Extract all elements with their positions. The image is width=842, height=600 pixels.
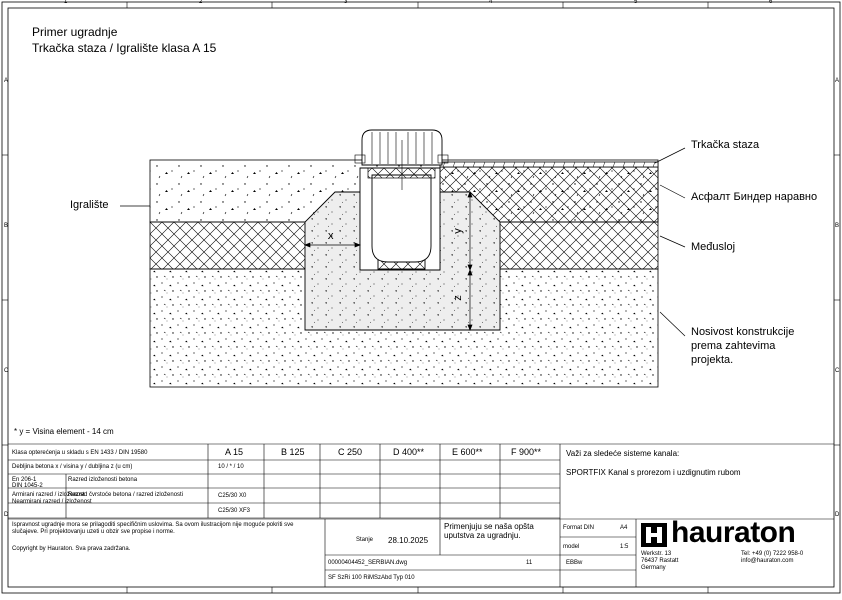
note-1: Ispravnost ugradnje mora se prilagoditi specifičnim uslovima. Sa ovom ilustracijom nije moguće pokriti sve slučajeve. Pri projektovanju uzeti u obzir sve propise i norme. [12,522,294,535]
column-label-4: 4 [489,0,493,5]
label-playground: Igralište [70,199,109,211]
load-class-header: Klasa opterećenja u skladu s EN 1433 / DIN 19580 [12,450,148,456]
label-load-bearing-1: Nosivost konstrukcije [691,326,795,338]
exposure-label: Razred izloženosti betona [68,477,138,483]
row-label-a-right: A [835,78,840,84]
label-load-bearing-2: prema zahtevima [691,340,776,352]
label-running-track: Trkačka staza [691,139,760,151]
format-value: A4 [620,525,628,531]
column-label-2: 2 [199,0,203,5]
footnote: * y = Visina element - 14 cm [14,427,114,436]
column-label-6: 6 [769,0,773,5]
title-line-1: Primer ugradnje [32,25,118,39]
load-class-e600: E 600** [452,447,483,457]
load-class-d400: D 400** [393,447,425,457]
label-load-bearing-3: projekta. [691,354,734,366]
file-name: 00000404452_SERBIAN.dwg [328,560,408,566]
reinforced-label: Armirani razred / izloženost [12,492,85,498]
concrete-row-label: Debljina betona x / visina y / dubljina z (u cm) [12,464,133,470]
state-label: Stanje [356,537,374,543]
column-label-3: 3 [344,0,348,5]
dimension-x: x [328,230,334,242]
row-label-c: C [4,368,9,374]
row-label-b: B [4,223,9,229]
system-value: SPORTFIX Kanal s prorezom i uzdignutim rubom [566,468,741,477]
dimension-z: z [451,295,464,301]
hauraton-logo-mark [641,523,667,547]
channel-inner [372,175,431,262]
load-class-b125: B 125 [281,447,305,457]
installation-instructions: Primenjuju se naša opšta uputstva za ugradnju. [444,522,534,540]
row-label-c-right: C [835,368,840,374]
company-phone: Tel: +49 (0) 7222 958-0 [741,551,804,557]
strength-label: Razred čvrstoće betona / razred izloženosti [68,492,184,498]
reinforced-value-1: C25/30 X0 [218,493,247,499]
row-label-b-right: B [835,223,840,229]
company-email: info@hauraton.com [741,558,794,564]
company-address-3: Germany [641,565,666,571]
model-label: model [563,544,580,550]
running-track-surface [440,162,658,167]
format-label: Format DIN [563,525,595,531]
label-interlayer: Međusloj [691,241,736,253]
model-value: 1:5 [620,544,629,550]
load-class-c250: C 250 [338,447,363,457]
note-2: Copyright by Hauraton. Sva prava zadržana. [12,546,131,552]
row-label-d-right: D [835,512,840,518]
unreinforced-label: Nearmirani razred / izloženost [12,499,92,505]
reinforced-value-2: C25/30 XF3 [218,508,251,514]
company-address-1: Werkstr. 13 [641,551,672,557]
column-label-5: 5 [634,0,638,5]
product-code: SF SzRi 100 RiMSzAbd Typ 010 [328,575,415,581]
en206-label: En 206-1 DIN 1045-2 [12,477,43,489]
column-label-1: 1 [64,0,68,5]
row-label-d: D [4,512,9,518]
company-address-2: 76437 Rastatt [641,558,679,564]
file-code: EBBw [566,560,583,566]
dimension-y: y [451,228,464,234]
load-class-a15: A 15 [225,447,244,457]
label-asphalt-binder: Асфалт Биндер наравно [691,191,818,203]
load-class-f900: F 900** [511,447,542,457]
state-date: 28.10.2025 [388,536,429,545]
system-header: Važi za sledeće sisteme kanala: [566,449,680,458]
row-label-a: A [4,78,9,84]
file-number: 11 [526,560,533,566]
channel-rim [368,168,435,178]
hauraton-logo-text: hauraton [671,516,796,549]
concrete-value: 10 / * / 10 [218,464,244,470]
title-line-2: Trkačka staza / Igralište klasa A 15 [32,41,217,55]
